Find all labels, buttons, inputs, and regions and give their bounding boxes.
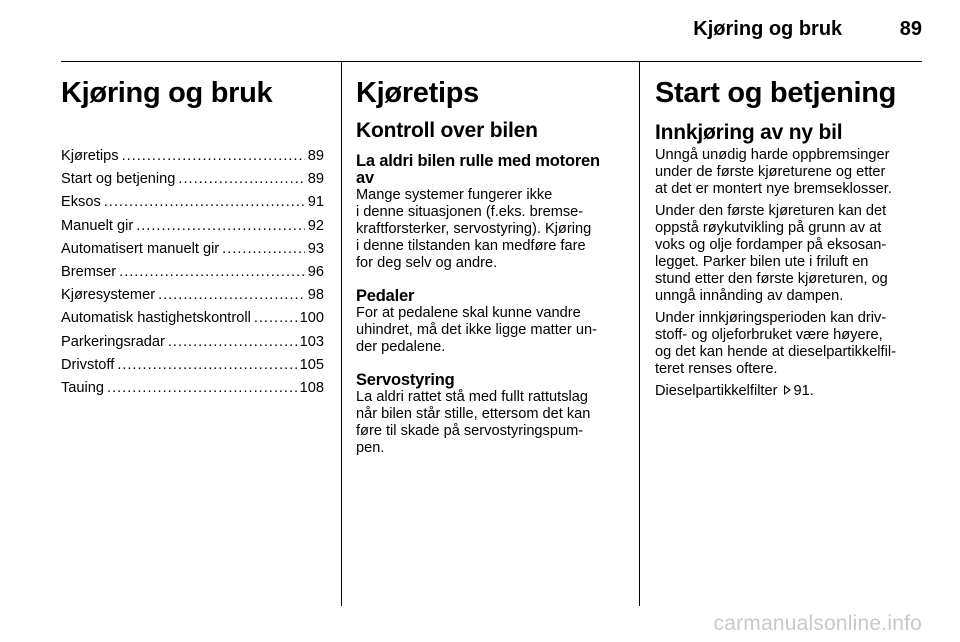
toc-item-page: 96 — [307, 263, 324, 280]
text-line: under de første kjøreturene og etter — [655, 164, 886, 180]
toc-item-page: 93 — [307, 240, 324, 257]
toc-item-label: Eksos — [61, 194, 101, 211]
toc-item[interactable] — [61, 145, 324, 168]
toc-item-page: 108 — [299, 379, 324, 396]
toc-item[interactable] — [61, 215, 324, 238]
text-line: legget. Parker bilen ute i friluft en — [655, 254, 869, 270]
toc-item-label: Automatisert manuelt gir — [61, 240, 220, 257]
column-divider — [639, 61, 640, 606]
toc-leader — [158, 284, 305, 307]
toc-item-page: 103 — [299, 333, 324, 350]
text-line: føre til skade på servostyringspum- — [356, 423, 584, 439]
toc-leader — [254, 307, 297, 330]
reference-label: Dieselpartikkelfilter — [655, 383, 778, 399]
page-number: 89 — [899, 18, 922, 40]
text-line: oppstå røykutvikling på grunn av at — [655, 220, 882, 236]
text-line: unngå innånding av dampen. — [655, 288, 844, 304]
toc-item-page: 92 — [307, 217, 324, 234]
topic-body — [356, 187, 622, 272]
topic-block — [356, 288, 622, 356]
toc-leader — [136, 215, 305, 238]
chapter-heading: Kjøring og bruk — [61, 77, 273, 109]
toc-leader — [119, 261, 305, 284]
text-line: i denne tilstanden kan medføre fare — [356, 238, 586, 254]
text-line: Under den første kjøreturen kan det — [655, 203, 887, 219]
toc-item[interactable] — [61, 168, 324, 191]
topic-title — [356, 153, 622, 187]
toc-item[interactable] — [61, 331, 324, 354]
section-subheading: Innkjøring av ny bil — [655, 121, 843, 144]
section-heading: Kjøretips — [356, 77, 479, 109]
topic-block — [356, 153, 622, 272]
toc-item-label: Parkeringsradar — [61, 333, 165, 350]
toc-item-label: Kjøretips — [61, 148, 119, 164]
toc-item[interactable] — [61, 307, 324, 330]
reference-page: 91. — [793, 383, 814, 399]
toc-item[interactable] — [61, 354, 324, 377]
topic-title-line: av — [356, 169, 374, 187]
toc-item[interactable] — [61, 377, 324, 400]
text-line: stund etter den første kjøreturen, og — [655, 271, 888, 287]
start-operation-column — [655, 61, 921, 606]
toc-item-page: 89 — [307, 171, 324, 188]
text-line: Under innkjøringsperioden kan driv- — [655, 310, 887, 326]
text-line: for deg selv og andre. — [356, 255, 498, 271]
column-divider — [341, 61, 342, 606]
text-line: kraftforsterker, servostyring). Kjøring — [356, 221, 592, 237]
section-subheading: Kontroll over bilen — [356, 119, 538, 142]
toc-item-label: Drivstoff — [61, 356, 115, 373]
text-line: pen. — [356, 440, 385, 456]
header-title: Kjøring og bruk — [693, 18, 843, 40]
toc-item[interactable] — [61, 191, 324, 214]
page-header — [693, 18, 922, 41]
toc-item-label: Bremser — [61, 263, 117, 280]
toc-item-label: Kjøresystemer — [61, 287, 156, 304]
toc-item[interactable] — [61, 238, 324, 261]
text-line: voks og olje fordamper på eksosan- — [655, 237, 887, 253]
toc-item-page: 89 — [307, 148, 324, 164]
text-line: Unngå unødig harde oppbremsinger — [655, 147, 890, 163]
section-heading: Start og betjening — [655, 77, 897, 109]
paragraph — [655, 310, 921, 378]
text-line: For at pedalene skal kunne vandre — [356, 305, 581, 321]
toc-leader — [104, 191, 305, 214]
toc-item-label: Tauing — [61, 379, 105, 396]
text-line: teret renses oftere. — [655, 361, 778, 377]
toc-leader — [222, 238, 305, 261]
toc-leader — [117, 354, 296, 377]
paragraphs — [655, 147, 921, 400]
toc-item-page: 105 — [299, 356, 324, 373]
cross-reference[interactable] — [655, 383, 921, 400]
toc-column — [61, 61, 324, 606]
topic-block — [356, 372, 622, 457]
text-line: i denne situasjonen (f.eks. bremse- — [356, 204, 584, 220]
toc-item-label: Manuelt gir — [61, 217, 134, 234]
toc-leader — [107, 377, 297, 400]
toc-item-label: Start og betjening — [61, 171, 176, 188]
watermark: carmanualsonline.info — [713, 612, 922, 635]
toc-item[interactable] — [61, 261, 324, 284]
topic-title — [356, 288, 622, 305]
topic-title-line: La aldri bilen rulle med motoren — [356, 152, 600, 170]
text-line: Mange systemer fungerer ikke — [356, 187, 553, 203]
text-line: uhindret, må det ikke ligge matter un- — [356, 322, 597, 338]
topic-body — [356, 389, 622, 457]
topic-title-line: Servostyring — [356, 371, 455, 389]
paragraph — [655, 147, 921, 198]
paragraph — [655, 203, 921, 305]
topic-body — [356, 305, 622, 356]
text-line: der pedalene. — [356, 339, 446, 355]
topic-title — [356, 372, 622, 389]
toc-leader — [122, 145, 305, 168]
toc-item-page: 91 — [307, 194, 324, 211]
text-line: og det kan hende at dieselpartikkelfil- — [655, 344, 896, 360]
text-line: stoff- og oljeforbruket være høyere, — [655, 327, 883, 343]
toc-item-label: Automatisk hastighetskontroll — [61, 310, 251, 327]
text-line: når bilen står stille, ettersom det kan — [356, 406, 591, 422]
topic-title-line: Pedaler — [356, 287, 415, 305]
driving-tips-column — [356, 61, 622, 606]
toc-item-page: 100 — [299, 310, 324, 327]
table-of-contents — [61, 145, 324, 400]
toc-leader — [168, 331, 297, 354]
page-reference-icon — [784, 385, 791, 395]
toc-item-page: 98 — [307, 287, 324, 304]
text-line: La aldri rattet stå med fullt rattutslag — [356, 389, 588, 405]
toc-item[interactable] — [61, 284, 324, 307]
text-line: at det er montert nye bremseklosser. — [655, 181, 892, 197]
toc-leader — [178, 168, 304, 191]
